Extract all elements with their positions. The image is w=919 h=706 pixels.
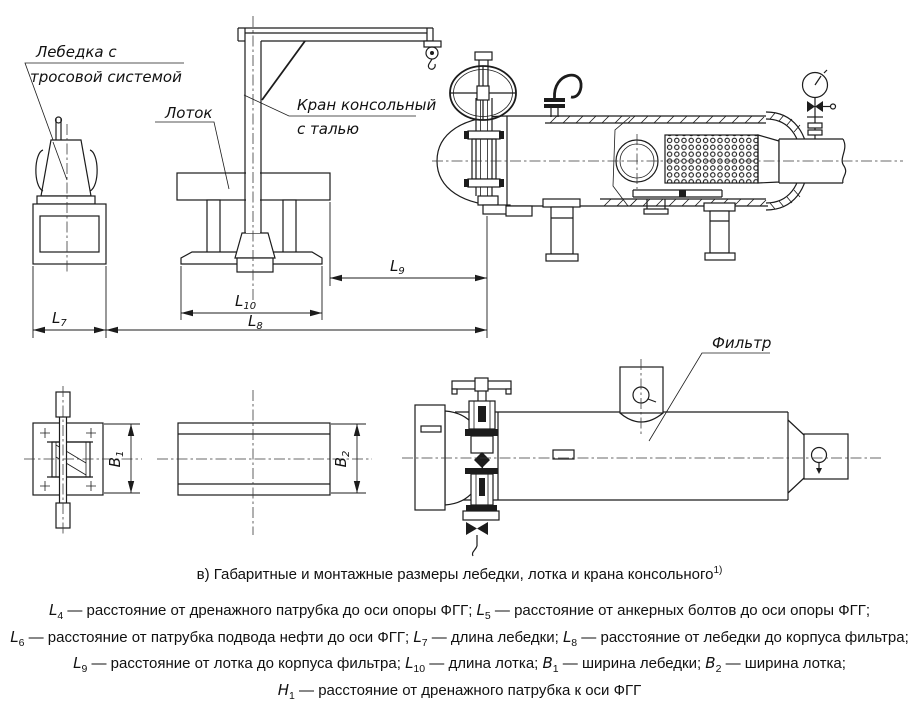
filter-label-text: Фильтр [712, 334, 771, 352]
crane-label-line1: Кран консольный [297, 96, 436, 114]
crane-hoist [424, 41, 441, 69]
closure-handwheel-assembly [450, 52, 516, 214]
hook-pipe [544, 75, 581, 117]
legend-line: $H_1$ — расстояние от дренажного патрубка к оси ФГГ [0, 680, 919, 706]
crane-label-line2: с талью [297, 120, 359, 138]
legend-line: $L_4$ — расстояние от дренажного патрубка до оси опоры ФГГ; $L_5$ — расстояние от анкерных болтов до оси опоры ФГГ; [0, 600, 919, 627]
legend-line: $L_9$ — расстояние от лотка до корпуса фильтра; $L_{10}$ — длина лотка; $B_1$ — ширина лебедки; $B_2$ — ширина лотка; [0, 653, 919, 680]
dim-label-L9: $L_9$ [390, 257, 405, 277]
dim-label-B2: $B_2$ [332, 451, 352, 468]
filter-element-view [402, 359, 882, 556]
filter-label [649, 334, 771, 441]
footnote-marker: 1) [713, 565, 722, 576]
legend-line: $L_6$ — расстояние от патрубка подвода нефти до оси ФГГ; $L_7$ — длина лебедки; $L_8$ — расстояние от лебедки до корпуса фильтра; [0, 627, 919, 654]
crane-label [244, 95, 436, 138]
figure-caption-text: в) Габаритные и монтажные размеры лебедки, лотка и крана консольного [197, 566, 714, 583]
winch-label-line2: тросовой системой [30, 68, 182, 86]
legend [0, 600, 919, 706]
tray-label-text: Лоток [164, 104, 212, 122]
dim-label-L8: $L_8$ [248, 312, 263, 332]
winch-label-line1: Лебедка с [35, 43, 117, 61]
winch-plan-view [24, 386, 142, 535]
dim-label-L7: $L_7$ [52, 309, 67, 329]
filter-vessel-view [432, 52, 903, 261]
winch-front-view [33, 117, 106, 272]
lifting-lug [620, 359, 663, 437]
dim-label-B1: $B_1$ [106, 451, 126, 468]
dim-label-L10: $L_{10}$ [235, 292, 256, 312]
tray-plan-view [157, 390, 372, 535]
pressure-gauge [803, 70, 836, 139]
figure-caption [0, 565, 919, 583]
perforated-basket [665, 135, 758, 183]
